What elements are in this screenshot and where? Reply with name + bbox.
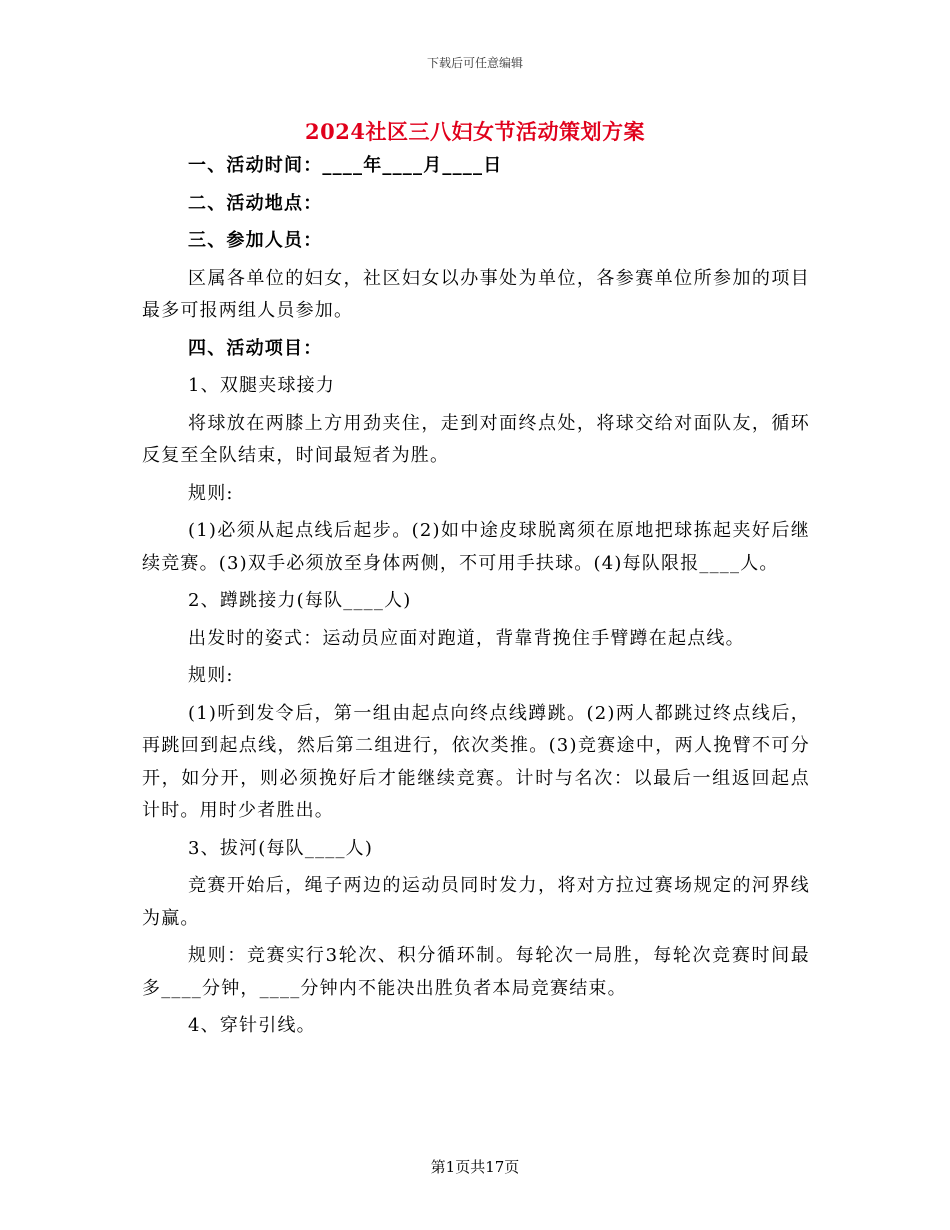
paragraph: 2、蹲跳接力(每队____人)	[188, 590, 412, 611]
paragraph: 出发时的姿式：运动员应面对跑道，背靠背挽住手臂蹲在起点线。	[188, 627, 745, 649]
paragraph: 规则：竞赛实行3轮次、积分循环制。每轮次一局胜，每轮次竞赛时间最多____分钟，____分钟内不能决出胜负者本局竞赛结束。	[142, 945, 810, 999]
section-heading: 四、活动项目：	[188, 337, 323, 359]
paragraph: 规则:	[188, 665, 234, 686]
paragraph: 规则:	[188, 482, 234, 504]
section-heading: 三、参加人员：	[188, 230, 323, 251]
document-title: 2024社区三八妇女节活动策划方案	[305, 119, 645, 144]
section-heading: 二、活动地点：	[188, 192, 323, 214]
paragraph: 3、拔河(每队____人)	[188, 837, 374, 859]
document-body	[142, 150, 810, 1048]
paragraph: 竞赛开始后，绳子两边的运动员同时发力，将对方拉过赛场规定的河界线为赢。	[142, 875, 810, 929]
paragraph: (1)听到发令后，第一组由起点向终点线蹲跳。(2)两人都跳过终点线后，再跳回到起点线，然后第二组进行，依次类推。(3)竞赛途中，两人挽臂不可分开，如分开，则必须挽好后才能继续竞赛。计时与名次：以最后一组返回起点计时。用时少者胜出。	[142, 702, 810, 821]
paragraph: 4、穿针引线。	[188, 1015, 316, 1036]
header-note: 下载后可任意编辑	[426, 56, 523, 70]
paragraph: 1、双腿夹球接力	[188, 375, 336, 396]
section-heading: 一、活动时间：____年____月____日	[188, 155, 503, 176]
paragraph: 将球放在两膝上方用劲夹住，走到对面终点处，将球交给对面队友，循环反复至全队结束，时间最短者为胜。	[142, 412, 810, 466]
page-footer: 第1页共17页	[430, 1158, 520, 1176]
paragraph: 区属各单位的妇女，社区妇女以办事处为单位，各参赛单位所参加的项目最多可报两组人员参加。	[142, 267, 810, 321]
paragraph: (1)必须从起点线后起步。(2)如中途皮球脱离须在原地把球拣起夹好后继续竞赛。(3)双手必须放至身体两侧，不可用手扶球。(4)每队限报____人。	[142, 520, 810, 574]
